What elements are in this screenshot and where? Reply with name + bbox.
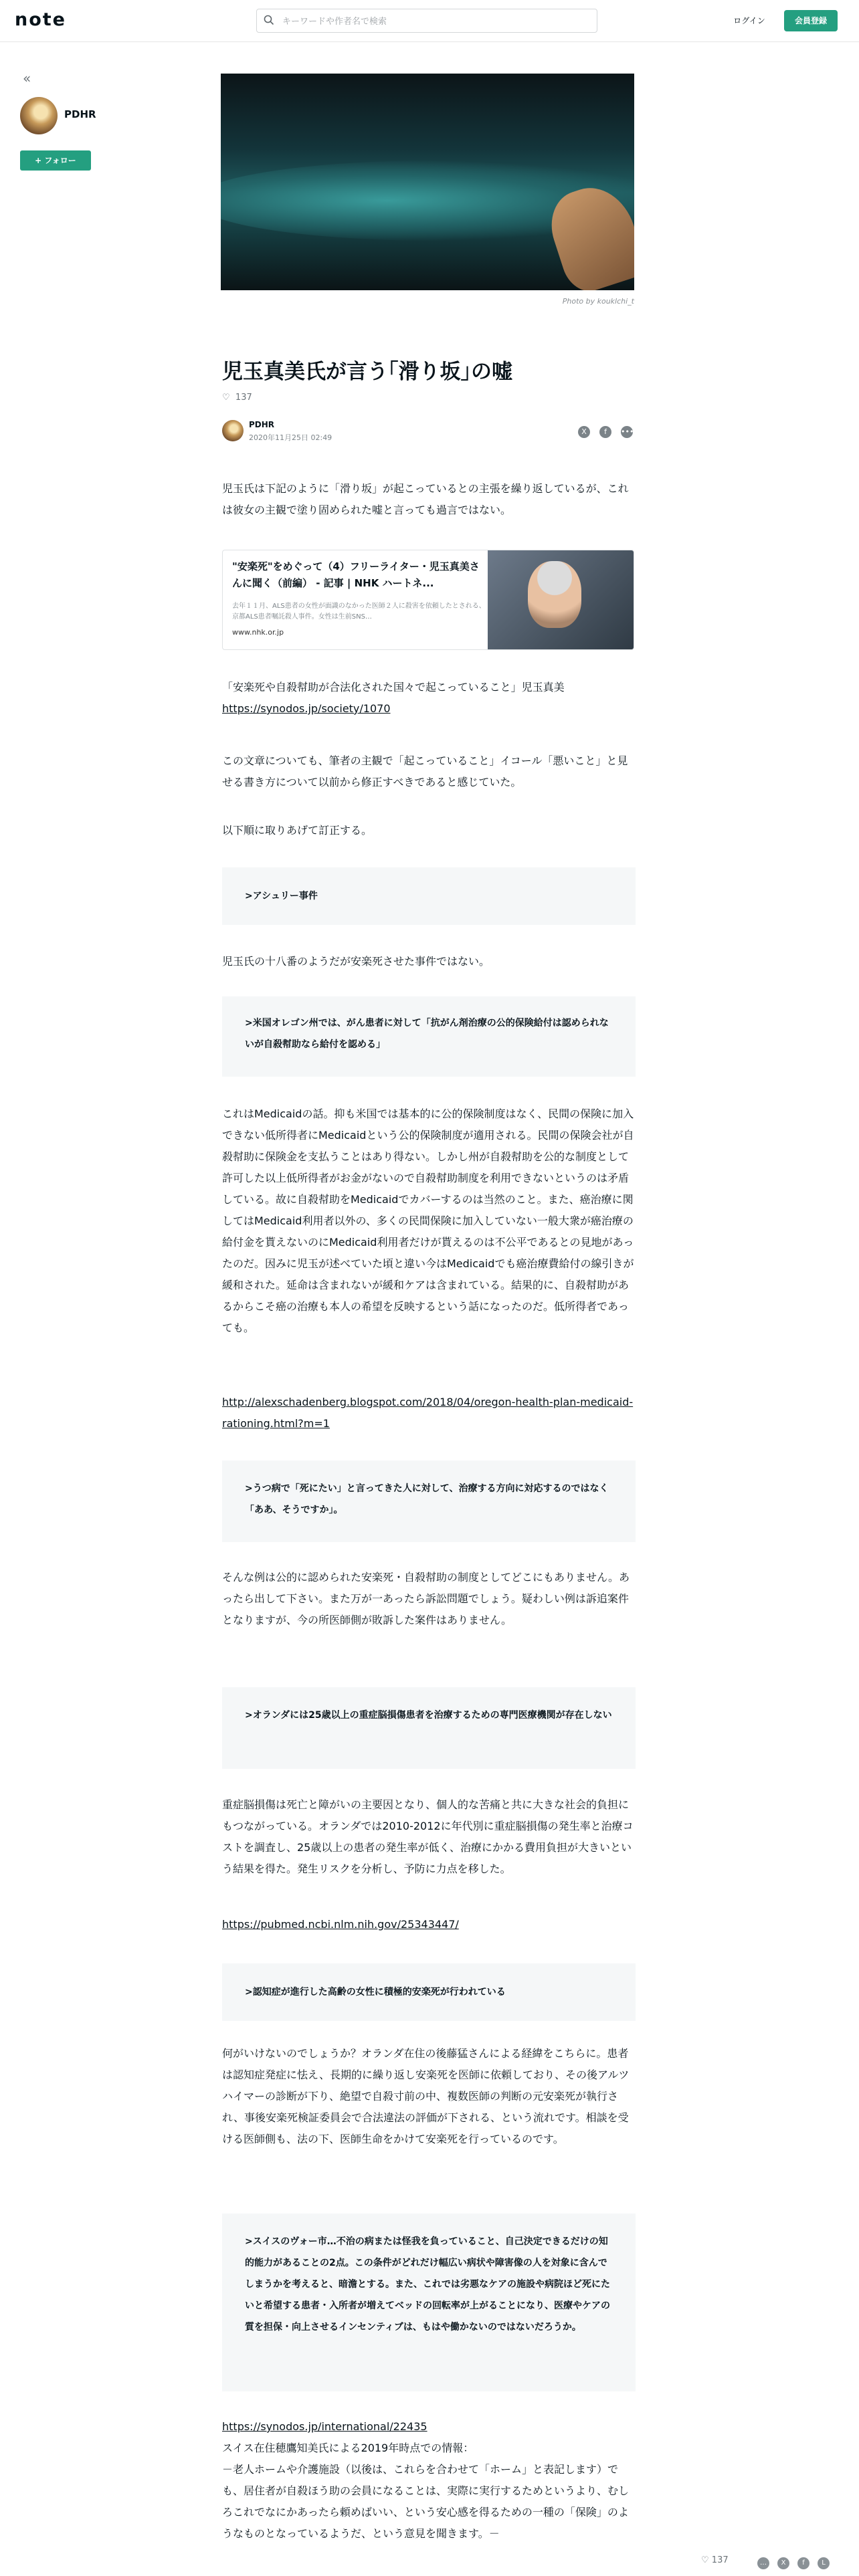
- site-header: [0, 0, 859, 42]
- collapse-sidebar-icon[interactable]: «: [23, 70, 31, 86]
- like-count-value: 137: [235, 393, 252, 403]
- paragraph-list-intro: 以下順に取りあげて訂正する。: [222, 824, 373, 837]
- more-share-icon[interactable]: •••: [621, 426, 633, 438]
- embed-card-face-shape: [528, 561, 581, 628]
- paragraph-brain-injury: 重症脳損傷は死亡と障がいの主要因となり、個人的な苦痛と共に大きな社会的負担にもつながっている。オランダでは2010-2012に年代別に重症脳損傷の発生率と治療コストを調査し、25歳以上の患者の発生率が低く、治療にかかる費用負担が大きいという結果を得た。発生リスクを分析し、予防に力点を移した。: [222, 1798, 634, 1875]
- link-pubmed[interactable]: [222, 1914, 636, 1935]
- bottom-line-icon[interactable]: L: [818, 2557, 830, 2569]
- bottom-heart-icon[interactable]: ♡: [701, 2555, 709, 2565]
- link-synodos-society-anchor[interactable]: https://synodos.jp/society/1070: [222, 702, 391, 715]
- search-icon: [264, 15, 274, 25]
- embed-card-title: "安楽死"をめぐって（4）フリーライター・児玉真美さんに聞く（前編） - 記事 | NHK ハートネ...: [232, 560, 480, 589]
- bottom-action-bar: [0, 2549, 859, 2576]
- paragraph-hotaka-intro: スイス在住穂鷹知美氏による2019年時点での情報：: [222, 2442, 474, 2454]
- quote-ashley: >アシュリー事件: [222, 867, 636, 925]
- search-input[interactable]: [281, 13, 591, 29]
- link-synodos-international[interactable]: [222, 2416, 636, 2438]
- paragraph-source-title: 「安楽死や自殺幇助が合法化された国々で起こっていること」児玉真美: [222, 681, 565, 693]
- article-date: 2020年11月25日 02:49: [249, 433, 332, 442]
- quote-netherlands-brain: >オランダには25歳以上の重症脳損傷患者を治療するための専門医療機関が存在しない: [222, 1687, 636, 1769]
- bottom-facebook-icon[interactable]: f: [797, 2557, 809, 2569]
- like-count[interactable]: [222, 393, 252, 403]
- embed-card-nhk[interactable]: [222, 550, 634, 650]
- hero-image: [221, 74, 634, 290]
- bottom-like-count[interactable]: [701, 2555, 729, 2565]
- login-button[interactable]: ログイン: [733, 16, 765, 25]
- share-buttons: [569, 424, 633, 438]
- link-synodos-international-anchor[interactable]: https://synodos.jp/international/22435: [222, 2420, 427, 2433]
- paragraph-correction-note: この文章についても、筆者の主観で「起こっていること」イコール「悪いこと」と見せる書き方について以前から修正すべきであると感じていた。: [222, 754, 628, 788]
- quote-depression: >うつ病で「死にたい」と言ってきた人に対して、治療する方向に対応するのではなく「ああ、そうですか」。: [222, 1461, 636, 1542]
- follow-button[interactable]: + フォロー: [20, 150, 91, 171]
- paragraph-dementia: 何がいけないのでしょうか？オランダ在住の後藤猛さんによる経緯をこちらに。患者は認知症発症に怯え、長期的に繰り返し安楽死を医師に依頼しており、その後アルツハイマーの診断が下り、絶望で自殺寸前の中、複数医師の判断の元安楽死が執行され、事後安楽死検証委員会で合法違法の評価が下される、という流れです。相談を受ける医師側も、法の下、医師生命をかけて安楽死を行っているのです。: [222, 2047, 630, 2145]
- photo-credit[interactable]: Photo by kouklchi_t: [562, 297, 634, 306]
- author-avatar-small[interactable]: [222, 420, 244, 441]
- link-alexschadenberg[interactable]: [222, 1392, 636, 1434]
- quote-switzerland: >スイスのヴォー市…不治の病または怪我を負っていること、自己決定できるだけの知的能力があることの2点。この条件がどれだけ幅広い病状や障害像の人を対象に含んでしまうかを考えると、暗澹とする。また、これでは劣悪なケアの施設や病院ほど死にたいと希望する患者・入所者が増えてベッドの回転率が上がることになり、医療やケアの質を担保・向上させるインセンティブは、もはや働かないのではないだろうか。: [222, 2214, 636, 2391]
- signup-button[interactable]: 会員登録: [784, 10, 838, 31]
- article-author-name[interactable]: PDHR: [249, 420, 275, 429]
- paragraph-medicaid: これはMedicaidの話。抑も米国では基本的に公的保険制度はなく、民間の保険に加入できない低所得者にMedicaidという公的保険制度が適用される。民間の保険会社が自殺幇助に保険金を支払うことはあり得ない。しかし州が自殺幇助を公的な制度として許可した以上低所得者がお金がないので自殺幇助制度を利用できないというのは矛盾している。故に自殺幇助をMedicaidでカバーするのは当然のこと。また、癌治療に関してはMedicaid利用者以外の、多くの民間保険に加入していない一般大衆が癌治療の給付金を貰えないのにMedicaid利用者だけが貰えるのは不公平であるとの見地があったのだ。因みに児玉が述べていた頃と違い今はMedicaidでも癌治療費給付の線引きが緩和された。延命は含まれないが緩和ケアは含まれている。結果的に、自殺幇助があるからこそ癌の治療も本人の希望を反映するという話になったのだ。低所得者であっても。: [222, 1107, 634, 1334]
- paragraph-ashley: 児玉氏の十八番のようだが安楽死させた事件ではない。: [222, 955, 490, 968]
- bottom-share-icons: [749, 2555, 830, 2569]
- paragraph-intro: 児玉氏は下記のように「滑り坂」が起こっているとの主張を繰り返しているが、これは彼女の主観で塗り固められた嘘と言っても過言ではない。: [222, 482, 629, 516]
- quote-oregon: >米国オレゴン州では、がん患者に対して「抗がん剤治療の公的保険給付は認められないが自殺幇助なら給付を認める」: [222, 996, 636, 1077]
- paragraph-no-such-case: そんな例は公的に認められた安楽死・自殺幇助の制度としてどこにもありません。あったら出して下さい。また万が一あったら訴訟問題でしょう。疑わしい例は訴追案件となりますが、今の所医師側が敗訴した案件はありません。: [222, 1571, 630, 1626]
- author-avatar[interactable]: [20, 97, 58, 134]
- paragraph-hotaka-quote: －老人ホームや介護施設（以後は、これらを合わせて「ホーム」と表記します）でも、居住者が自殺ほう助の会員になることは、実際に実行するためというより、むしろこれでなにかあったら頼めばいい、という安心感を得るための一種の「保険」のようなものとなっているようだ、という意見を聞きます。－: [222, 2463, 630, 2540]
- facebook-share-icon[interactable]: f: [599, 426, 611, 438]
- search-box[interactable]: [256, 9, 597, 33]
- article-title: 児玉真美氏が言う｢滑り坂｣の嘘: [222, 360, 512, 384]
- link-pubmed-anchor[interactable]: https://pubmed.ncbi.nlm.nih.gov/25343447/: [222, 1918, 459, 1931]
- link-synodos-society[interactable]: [222, 698, 636, 720]
- link-alexschadenberg-anchor[interactable]: http://alexschadenberg.blogspot.com/2018/04/oregon-health-plan-medicaid-rationing.html?m=1: [222, 1396, 634, 1430]
- note-logo[interactable]: note: [15, 9, 66, 30]
- bottom-like-count-value: 137: [711, 2555, 729, 2565]
- embed-card-image: [488, 550, 634, 650]
- bottom-more-icon[interactable]: …: [757, 2557, 769, 2569]
- author-name[interactable]: PDHR: [64, 108, 96, 120]
- x-share-icon[interactable]: X: [578, 426, 590, 438]
- bottom-x-icon[interactable]: X: [777, 2557, 789, 2569]
- quote-dementia: >認知症が進行した高齢の女性に積極的安楽死が行われている: [222, 1963, 636, 2021]
- embed-card-url: www.nhk.or.jp: [232, 628, 284, 637]
- embed-card-description: 去年１１月、ALS患者の女性が面識のなかった医師２人に殺害を依頼したとされる、京都ALS患者嘱託殺人事件。女性は生前SNS…: [232, 603, 486, 621]
- heart-icon[interactable]: ♡: [222, 393, 230, 403]
